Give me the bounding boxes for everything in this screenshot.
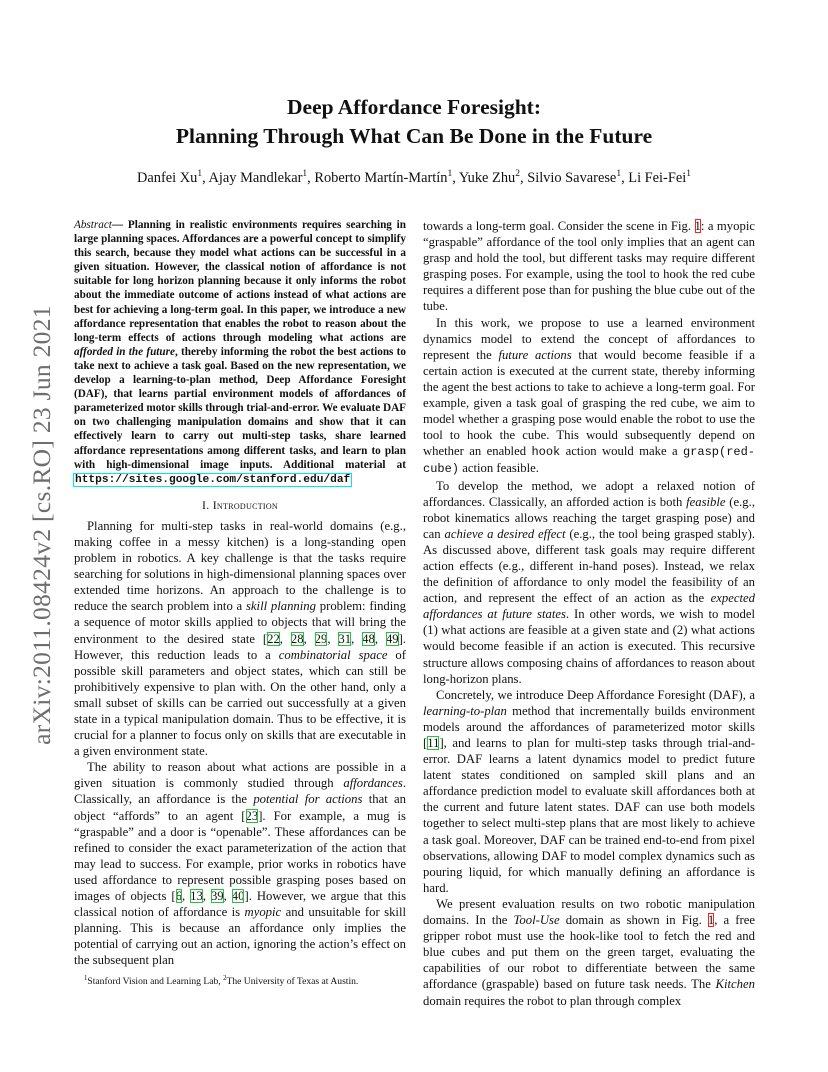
paragraph-text: To develop the method, we adopt a relaxed notion of affordances. Classically, an afforded action is both <box>423 478 755 509</box>
emphasis: expected affordances at future states <box>423 591 755 622</box>
paragraph-text: problem: finding a sequence of motor skills applied to objects that will bring the environment to the desired state [ <box>74 599 406 646</box>
intro-paragraph-2: The ability to reason about what actions are possible in a given situation is commonly studied through affordances. Classically, an affordance is the potential for actions that an object “affords” to an agent [23]. For example, a mug is “graspable” and a door is “openable”. These affordances can be refined to consider the exact parameterization of the action that may lead to success. For example, prior works in robotics have used affordance to represent possible grasping poses based on images of objects [6, 13, 39, 40]. However, we argue that this classical notion of affordance is myopic and unsuitable for skill planning. This is because an affordance only implies the potential of carrying out an action, ignoring the action’s effect on the subsequent plan <box>74 760 407 968</box>
emphasis: skill planning <box>245 599 316 614</box>
code-grasp-action: grasp(red-cube) <box>423 445 755 477</box>
author-separator: , <box>307 170 315 186</box>
emphasis: myopic <box>244 905 282 920</box>
paper-title <box>70 93 758 151</box>
emphasis: achieve a desired effect <box>444 526 566 541</box>
intro-paragraph-5 <box>423 478 755 687</box>
abstract-emphasis: afforded in the future <box>74 345 175 358</box>
author-affiliation-mark: 1 <box>686 169 691 179</box>
citation-link[interactable]: 6 <box>175 889 182 904</box>
paragraph-text: method that incrementally builds environment models around the affordances of parameterized motor skills [ <box>423 703 755 750</box>
paragraph-text: , a free gripper robot must use the hook-like tool to fetch the red and blue cubes and put them on the green target, evaluating the capabilities of our robot to differentiate between the same affordance (graspable) based on future task needs. The <box>423 913 755 992</box>
abstract <box>74 218 406 487</box>
author-name: Roberto Martín-Martín <box>314 170 448 186</box>
footnote-mark: 2 <box>223 975 227 982</box>
project-url-link[interactable]: https://sites.google.com/stanford.edu/daf <box>75 473 351 486</box>
paragraph-text: : a myopic “graspable” affordance of the tool only implies that an agent can grasp and hold the tool, but different tasks may require different grasping poses. For example, using the tool to hook the red cube requires a different pose than for pushing the blue cube out of the tube. <box>423 219 755 314</box>
emphasis: future actions <box>498 347 572 362</box>
author-separator: , <box>452 170 459 186</box>
citation-link[interactable]: 40 <box>231 889 245 904</box>
paragraph-text: Concretely, we introduce Deep Affordance Foresight (DAF), a <box>436 687 755 702</box>
author <box>527 170 628 186</box>
figure-reference-link[interactable]: 1 <box>694 219 701 233</box>
author-name: Li Fei-Fei <box>628 170 687 186</box>
arxiv-identifier-text: arXiv:2011.08424v2 [cs.RO] 23 Jun 2021 <box>27 305 56 745</box>
intro-paragraph-7 <box>423 896 755 1009</box>
citation-link[interactable]: 48 <box>362 631 375 646</box>
figure-reference-link[interactable]: 1 <box>707 913 715 928</box>
author-name: Yuke Zhu <box>458 170 516 186</box>
section-heading-introduction <box>74 497 406 513</box>
author-affiliation-mark: 1 <box>447 169 453 179</box>
abstract-label: Abstract <box>74 219 112 231</box>
citation-link[interactable]: 23 <box>245 808 259 823</box>
citation-link[interactable]: 28 <box>290 631 304 646</box>
paragraph-text: of possible skill parameters and object states, which can still be prohibitively expensive to plan with. On the other hand, only a small subset of skills can be carried out successfully at a given state in a typical manipulation domain. Thus to be effective, it is crucial for a planner to focus only on skills that are executable in a given environment state. <box>74 647 406 759</box>
author <box>628 170 691 186</box>
code-hook-action: hook <box>531 445 561 460</box>
paragraph-text: We present evaluation results on two robotic manipulation domains. In the <box>423 896 755 928</box>
left-column <box>74 218 406 969</box>
paragraph-text: ]. However, this reduction leads to a <box>74 631 407 662</box>
intro-paragraph-6 <box>423 687 755 896</box>
abstract-dash: — <box>111 219 128 231</box>
footnote-mark: 1 <box>84 975 88 982</box>
intro-paragraph-3 <box>423 218 755 315</box>
section-name: Introduction <box>212 497 279 512</box>
intro-paragraph-1: Planning for multi-step tasks in real-world domains (e.g., making coffee in a messy kitchen) is a long-standing open problem in robotics. A key challenge is that the tasks require searching for solutions in high-dimensional planning spaces over extended time horizons. An approach to the challenge is to reduce the search problem into a skill planning problem: finding a sequence of motor skills applied to objects that will bring the environment to the desired state [22, 28, 29, 31, 48, 49]. However, this reduction leads to a combinatorial space of possible skill parameters and object states, which can still be prohibitively expensive to plan with. On the other hand, only a small subset of skills can be carried out successfully at a given state in a typical manipulation domain. Thus to be effective, it is crucial for a planner to focus only on skills that are executable in a given environment state. <box>74 518 407 759</box>
paragraph-text: and unsuitable for skill planning. This is because an affordance only implies the potential of carrying out an action, ignoring the action’s effect on the subsequent plan <box>74 905 406 968</box>
author-list <box>60 170 768 187</box>
author-name: Ajay Mandlekar <box>208 170 303 186</box>
paragraph-text: Planning for multi-step tasks in real-world domains (e.g., making coffee in a messy kitchen) is a long-standing open problem in robotics. A key challenge is that the tasks require searching for solutions in high-dimensional planning spaces over extended time horizons. An approach to the challenge is to reduce the search problem into a <box>74 518 406 614</box>
paragraph-text: ]. However, we argue that this classical notion of affordance is <box>74 889 407 920</box>
emphasis: combinatorial space <box>278 647 388 662</box>
abstract-text: , thereby informing the robot the best actions to take next to achieve a task goal. Based on the new representation, we develop a learning-to-plan method, Deep Affordance Foresight (DAF), that learns partial environment models of affordances of parameterized motor skills through trial-and-error. We evaluate DAF on two challenging manipulation domains and show that it can effectively learn to carry out multi-step tasks, share learned affordance representations among different tasks, and learn to plan with high-dimensional image inputs. Additional material at <box>74 345 406 471</box>
title-line-2: Planning Through What Can Be Done in the Future <box>175 124 653 148</box>
citation-link[interactable]: 13 <box>190 889 203 904</box>
title-line-1: Deep Affordance Foresight: <box>287 95 541 119</box>
paragraph-text: The ability to reason about what actions are possible in a given situation is commonly studied through <box>74 760 406 791</box>
author-name: Danfei Xu <box>137 170 198 186</box>
author <box>314 170 459 186</box>
arxiv-identifier-stamp <box>22 290 62 760</box>
paragraph-text: that would become feasible if a certain action is executed at the current state, thereby informing the agent the best actions to take to achieve a long-term goal. For example, given a task goal of grasping the red cube, we aim to model whether a grasping pose would enable the robot to use the tool to hook the cube. This would subsequently depend on whether an enabled <box>423 347 755 459</box>
paragraph-text: action would make a <box>560 444 683 459</box>
author <box>459 170 527 186</box>
author-separator: , <box>621 170 629 186</box>
citation-link[interactable]: 29 <box>314 631 328 646</box>
author-affiliation-mark: 1 <box>197 169 203 179</box>
intro-paragraph-4 <box>423 315 755 478</box>
footnote-text: The University of Texas at Austin. <box>226 976 359 987</box>
emphasis: Tool-Use <box>513 913 560 928</box>
citation-link[interactable]: 22 <box>267 631 280 646</box>
paragraph-text: In this work, we propose to use a learned environment dynamics model to extend the concept of affordances to represent the <box>423 315 755 362</box>
paragraph-text: domain as shown in Fig. <box>559 913 708 928</box>
citation-link[interactable]: 11 <box>427 736 440 750</box>
author-separator: , <box>202 170 209 186</box>
paragraph-text: . Classically, an affordance is the <box>74 776 406 807</box>
abstract-text: Planning in realistic environments requires searching in large planning spaces. Affordances are a powerful concept to simplify this search, because they model what actions can be successful in a given situation. However, the classical notion of affordance is not suitable for long horizon planning because it only informs the robot about the immediate outcome of actions instead of what actions are best for achieving a long-term goal. In this paper, we introduce a new affordance representation that enables the robot to reason about the long-term effects of actions through modeling what actions are <box>74 219 406 344</box>
paragraph-text: (e.g., the tool being grasped stably). As discussed above, different task goals may require different action effects (e.g., different in-hand poses). Instead, we relax the definition of affordance to only model the feasibility of an action, and represent the effect of an action as the <box>423 526 756 606</box>
emphasis: Kitchen <box>715 977 755 992</box>
author <box>137 170 209 186</box>
emphasis: feasible <box>686 494 726 509</box>
citation-link[interactable]: 39 <box>210 889 224 904</box>
section-number: I. <box>201 497 213 512</box>
citation-link[interactable]: 31 <box>338 631 352 646</box>
author <box>209 170 315 186</box>
author-name: Silvio Savarese <box>527 170 617 186</box>
paragraph-text: domain requires the robot to plan through complex <box>423 993 682 1008</box>
emphasis: learning-to-plan <box>423 703 507 718</box>
emphasis: affordances <box>343 776 403 791</box>
paragraph-text: (e.g., robot kinematics allows reaching the target grasping pose) and can <box>423 494 755 541</box>
paragraph-text: action feasible. <box>459 461 539 476</box>
author-affiliation-mark: 1 <box>302 169 308 179</box>
paragraph-text: towards a long-term goal. Consider the scene in Fig. <box>423 219 695 233</box>
author-affiliation-mark: 2 <box>515 169 520 179</box>
affiliation-footnote <box>84 976 414 987</box>
author-affiliation-mark: 1 <box>616 169 622 179</box>
author-separator: , <box>519 170 528 186</box>
paragraph-text: . In other words, we wish to model (1) what actions are feasible at a given state and (2) what actions would become feasible if an action is executed. This recursive structure allows composing chains of affordances to reason about long-horizon plans. <box>423 607 755 686</box>
right-column <box>423 218 755 1009</box>
paragraph-text: ], and learns to plan for multi-step tasks through trial-and-error. DAF learns a latent dynamics model to predict future latent states conditioned on sampled skill plans and an affordance prediction model to evaluate skill affordances both at the current and future latent states. DAF can use both models together to select multi-step plans that are most likely to achieve a task goal. Moreover, DAF can be trained end-to-end from pixel observations, allowing DAF to model complex dynamics such as pouring liquid, for which manually defining an affordance is hard. <box>423 736 755 895</box>
footnote-text: Stanford Vision and Learning Lab, <box>87 976 224 987</box>
emphasis: potential for actions <box>253 792 363 807</box>
paragraph-text: ]. For example, a mug is “graspable” and a door is “openable”. These affordances can be refined to consider the exact parameterization of the action that may lead to success. For example, prior works in robotics have used affordance to represent possible grasping poses based on images of objects [ <box>74 808 406 904</box>
paragraph-text: that an object “affords” to an agent [ <box>74 792 406 823</box>
citation-link[interactable]: 49 <box>385 631 399 646</box>
